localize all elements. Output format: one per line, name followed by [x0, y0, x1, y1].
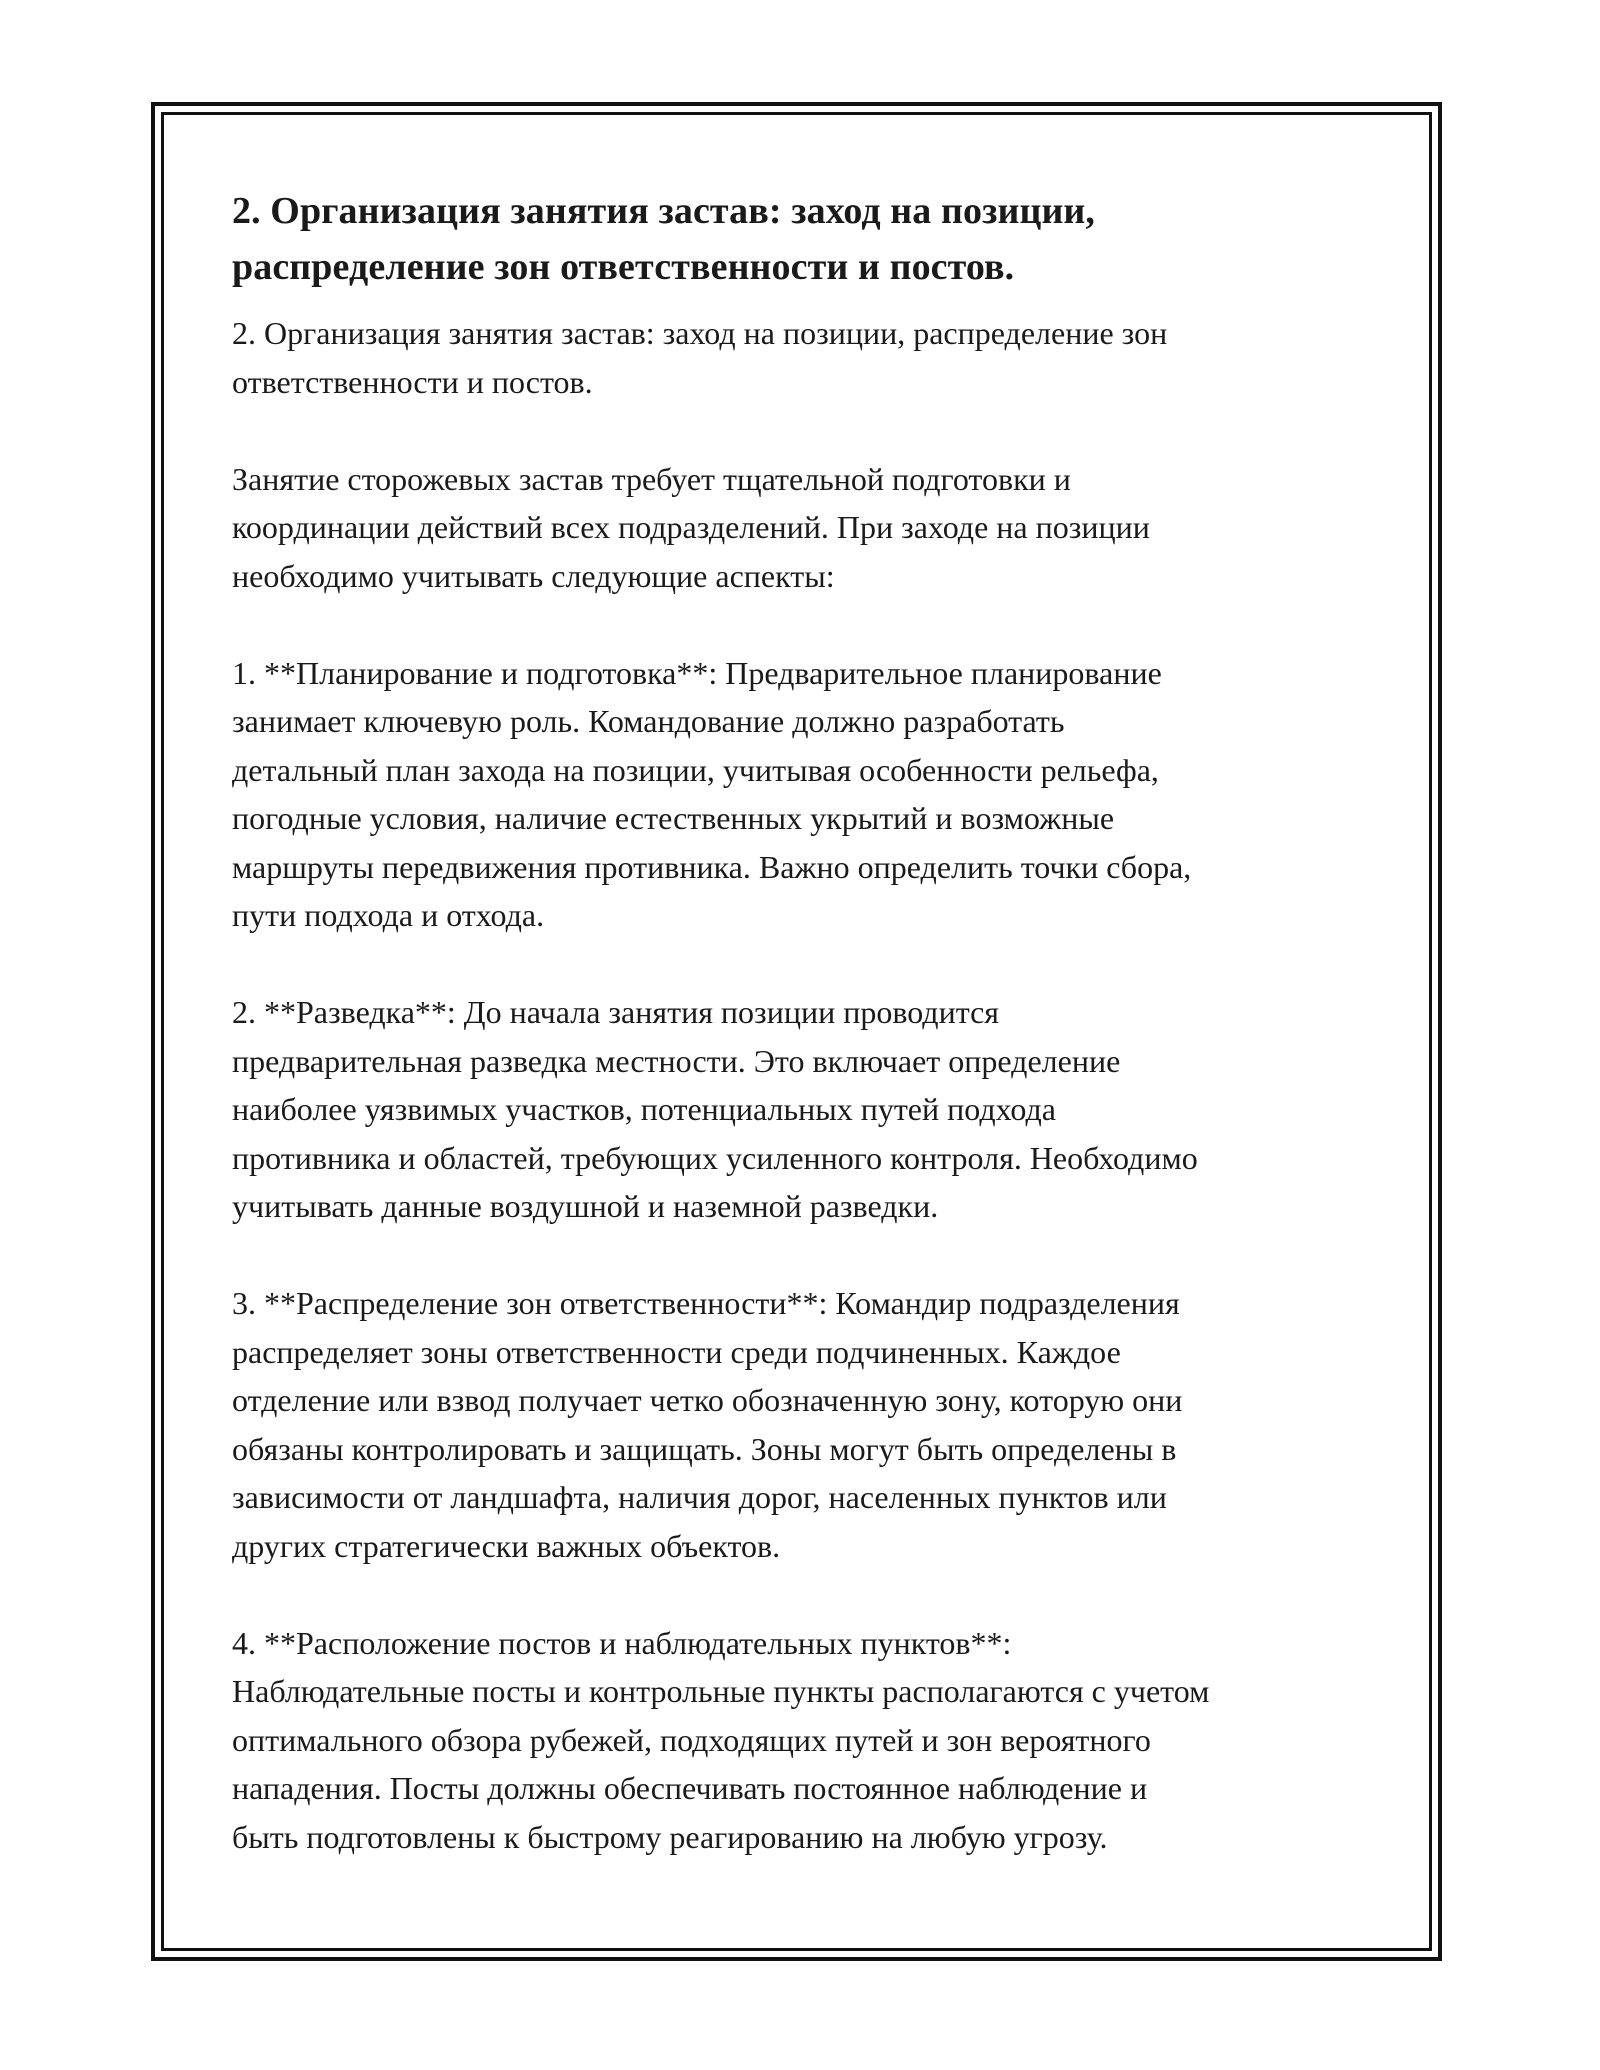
document-heading: 2. Организация занятия застав: заход на позиции, распределение зон ответственности и постов.: [232, 190, 1096, 288]
document-body: 2. Организация занятия застав: заход на позиции, распределение зон ответственности и постов. Занятие сторожевых застав требует тщательной подготовки и координации действий всех подразделений. При заходе на позиции необходимо учитывать следующие аспекты: 1. **Планирование и подготовка**: Предварительное планирование занимает ключевую роль. Командование должно разработать детальный план захода на позиции, учитывая особенности рельефа, погодные условия, наличие естественных укрытий и возможные маршруты передвижения противника. Важно определить точки сбора, пути подхода и отхода. 2. **Разведка**: До начала занятия позиции проводится предварительная разведка местности. Это включает определение наиболее уязвимых участков, потенциальных путей подхода противника и областей, требующих усиленного контроля. Необходимо учитывать данные воздушной и наземной разведки. 3. **Распределение зон ответственности**: Командир подразделения распределяет зоны ответственности среди подчиненных. Каждое отделение или взвод получает четко обозначенную зону, которую они обязаны контролировать и защищать. Зоны могут быть определены в зависимости от ландшафта, наличия дорог, населенных пунктов или других стратегически важных объектов. 4. **Расположение постов и наблюдательных пунктов**: Наблюдательные посты и контрольные пункты располагаются с учетом оптимального обзора рубежей, подходящих путей и зон вероятного нападения. Посты должны обеспечивать постоянное наблюдение и быть подготовлены к быстрому реагированию на любую угрозу.: [232, 315, 1210, 1855]
document-content: [232, 183, 1372, 1861]
